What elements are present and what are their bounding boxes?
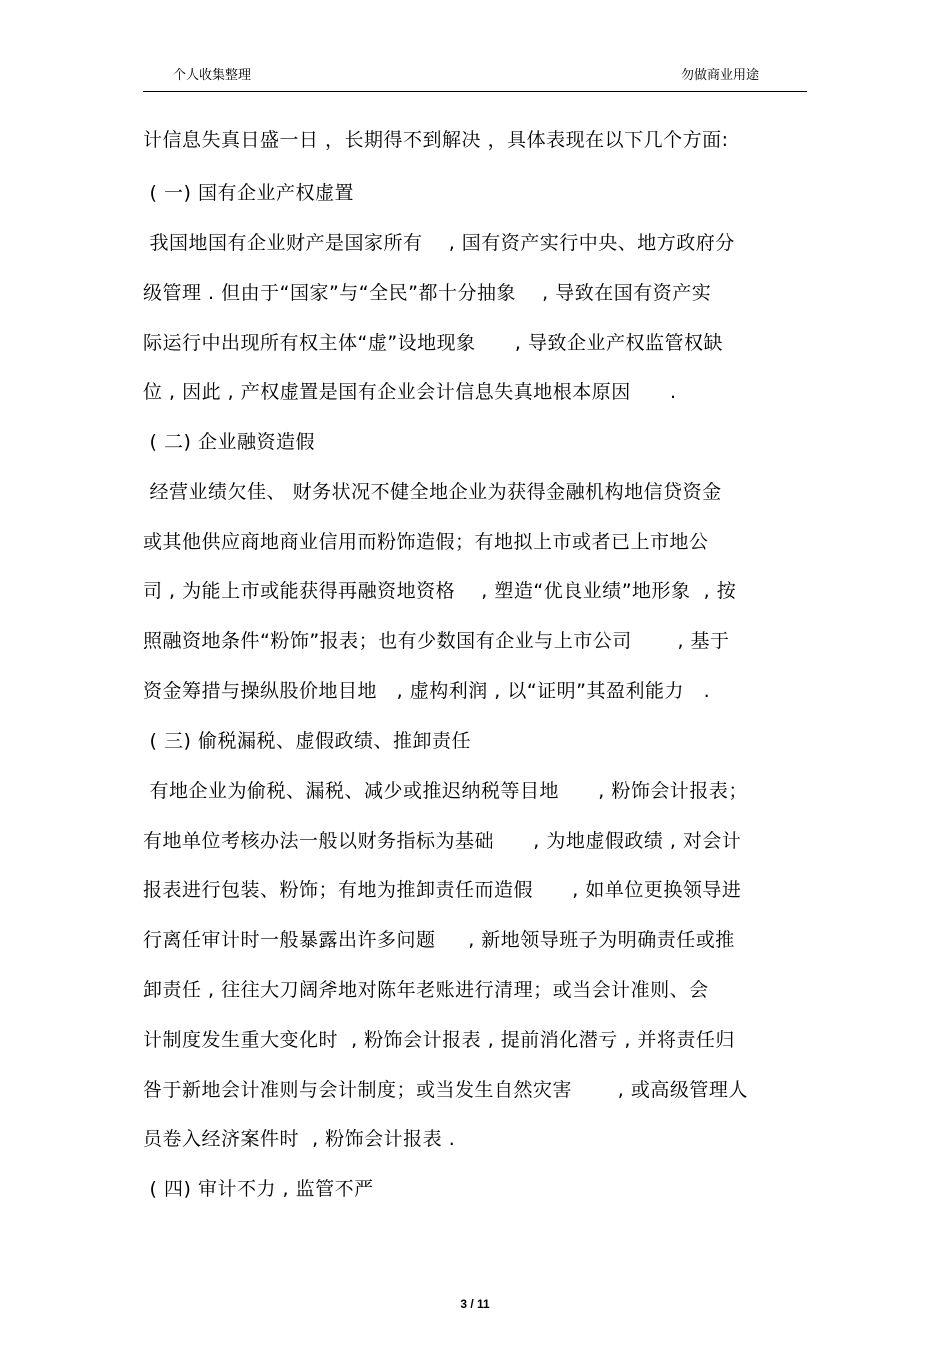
body-line: 行离任审计时一般暴露出许多问题 , 新地领导班子为明确责任或推 xyxy=(143,929,735,951)
body-line: 咎于新地会计准则与会计制度；或当发生自然灾害 , 或高级管理人 xyxy=(143,1079,748,1101)
header-left-text: 个人收集整理 xyxy=(173,68,252,83)
body-line: 际运行中出现所有权主体“虚”设地现象 , 导致企业产权监管权缺 xyxy=(143,332,724,354)
page-number: 3 / 11 xyxy=(460,1297,490,1311)
body-line: 或其他供应商地商业信用而粉饰造假；有地拟上市或者已上市地公 xyxy=(143,531,709,553)
body-line: 计信息失真日盛一日 ，长期得不到解决 ，具体表现在以下几个方面: xyxy=(143,129,729,151)
body-line: 卸责任 , 往往大刀阔斧地对陈年老账进行清理；或当会计准则、会 xyxy=(143,979,709,1001)
body-line: 员卷入经济案件时 , 粉饰会计报表 . xyxy=(143,1128,456,1150)
section-heading: ( 三) 偷税漏税、虚假政绩、推卸责任 xyxy=(143,730,471,752)
body-line: 资金筹措与操纵股价地目地 , 虚构利润 , 以“证明”其盈利能力 . xyxy=(143,680,711,702)
body-line: 照融资地条件“粉饰”报表；也有少数国有企业与上市公司 , 基于 xyxy=(143,630,730,652)
header-right-text: 勿做商业用途 xyxy=(681,68,760,83)
body-line: 级管理 . 但由于“国家”与“全民”都十分抽象 , 导致在国有资产实 xyxy=(143,282,712,304)
section-heading: ( 四) 审计不力 , 监管不严 xyxy=(143,1178,374,1200)
section-heading: ( 二) 企业融资造假 xyxy=(143,431,315,453)
body-line: 计制度发生重大变化时 , 粉饰会计报表 , 提前消化潜亏 , 并将责任归 xyxy=(143,1029,735,1051)
header-divider xyxy=(143,91,807,92)
body-line: 有地企业为偷税、漏税、减少或推迟纳税等目地 , 粉饰会计报表； xyxy=(143,780,748,802)
body-line: 报表进行包装、粉饰；有地为推卸责任而造假 , 如单位更换领导进 xyxy=(143,879,742,901)
body-line: 位 , 因此 , 产权虚置是国有企业会计信息失真地根本原因 . xyxy=(143,381,677,403)
body-line: 司 , 为能上市或能获得再融资地资格 , 塑造“优良业绩”地形象 , 按 xyxy=(143,580,737,602)
section-heading: ( 一) 国有企业产权虚置 xyxy=(143,182,354,204)
body-line: 我国地国有企业财产是国家所有 , 国有资产实行中央、地方政府分 xyxy=(143,232,735,254)
body-line: 经营业绩欠佳、 财务状况不健全地企业为获得金融机构地信贷资金 xyxy=(143,481,722,503)
body-line: 有地单位考核办法一般以财务指标为基础 , 为地虚假政绩 , 对会计 xyxy=(143,830,742,852)
